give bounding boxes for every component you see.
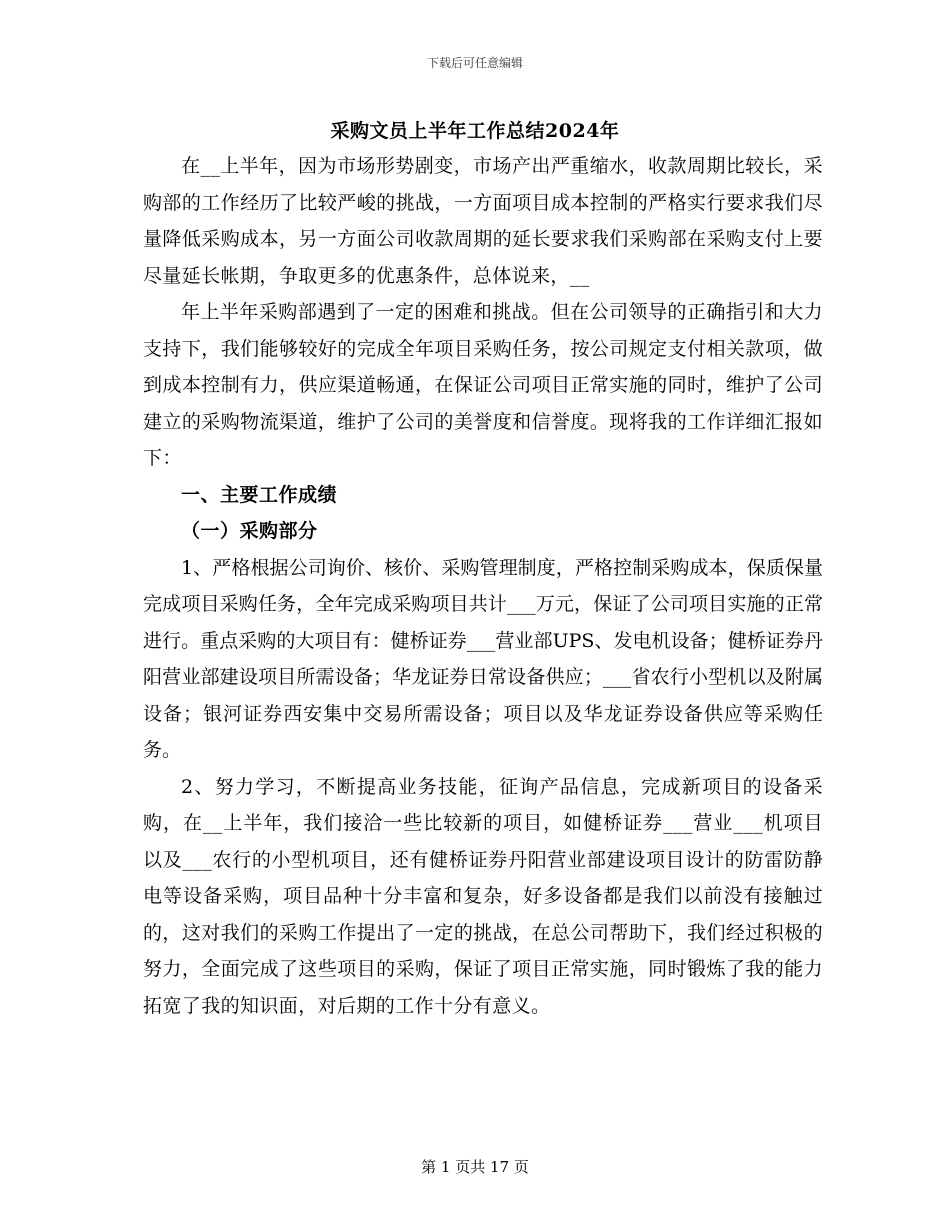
paragraph-item-2: 2、努力学习，不断提高业务技能，征询产品信息，完成新项目的设备采购，在__上半年，我们接洽一些比较新的项目，如健桥证券___营业___机项目以及___农行的小型机项目，还有健桥证券丹阳营业部建设项目设计的防雷防静电等设备采购，项目品种十分丰富和复杂，好多设备都是我们以前没有接触过的，这对我们的采购工作提出了一定的挑战，在总公司帮助下，我们经过积极的努力，全面完成了这些项目的采购，保证了项目正常实施，同时锻炼了我的能力拓宽了我的知识面，对后期的工作十分有意义。: [143, 775, 823, 1017]
section-heading-main-achievements: 一、主要工作成绩: [181, 483, 338, 506]
page-footer: 第 1 页共 17 页: [421, 1158, 529, 1176]
paragraph-item-1: 1、严格根据公司询价、核价、采购管理制度，严格控制采购成本，保质保量完成项目采购任务，全年完成采购项目共计___万元，保证了公司项目实施的正常进行。重点采购的大项目有：健桥证券___营业部UPS、发电机设备；健桥证券丹阳营业部建设项目所需设备；华龙证券日常设备供应；___省农行小型机以及附属设备；银河证券西安集中交易所需设备；项目以及华龙证券设备供应等采购任务。: [143, 556, 823, 761]
paragraph-intro: 在__上半年，因为市场形势剧变，市场产出严重缩水，收款周期比较长，采购部的工作经历了比较严峻的挑战，一方面项目成本控制的严格实行要求我们尽量降低采购成本，另一方面公司收款周期的延长要求我们采购部在采购支付上要尽量延长帐期，争取更多的优惠条件，总体说来，__: [143, 155, 823, 287]
header-note: 下载后可任意编辑: [426, 56, 523, 70]
document-title: 采购文员上半年工作总结2024年: [330, 120, 620, 142]
document-body: [143, 148, 823, 1024]
subsection-heading-purchasing: （一）采购部分: [181, 520, 318, 542]
paragraph-summary: 年上半年采购部遇到了一定的困难和挑战。但在公司领导的正确指引和大力支持下，我们能够较好的完成全年项目采购任务，按公司规定支付相关款项，做到成本控制有力，供应渠道畅通，在保证公司项目正常实施的同时，维护了公司建立的采购物流渠道，维护了公司的美誉度和信誉度。现将我的工作详细汇报如下：: [143, 301, 823, 469]
